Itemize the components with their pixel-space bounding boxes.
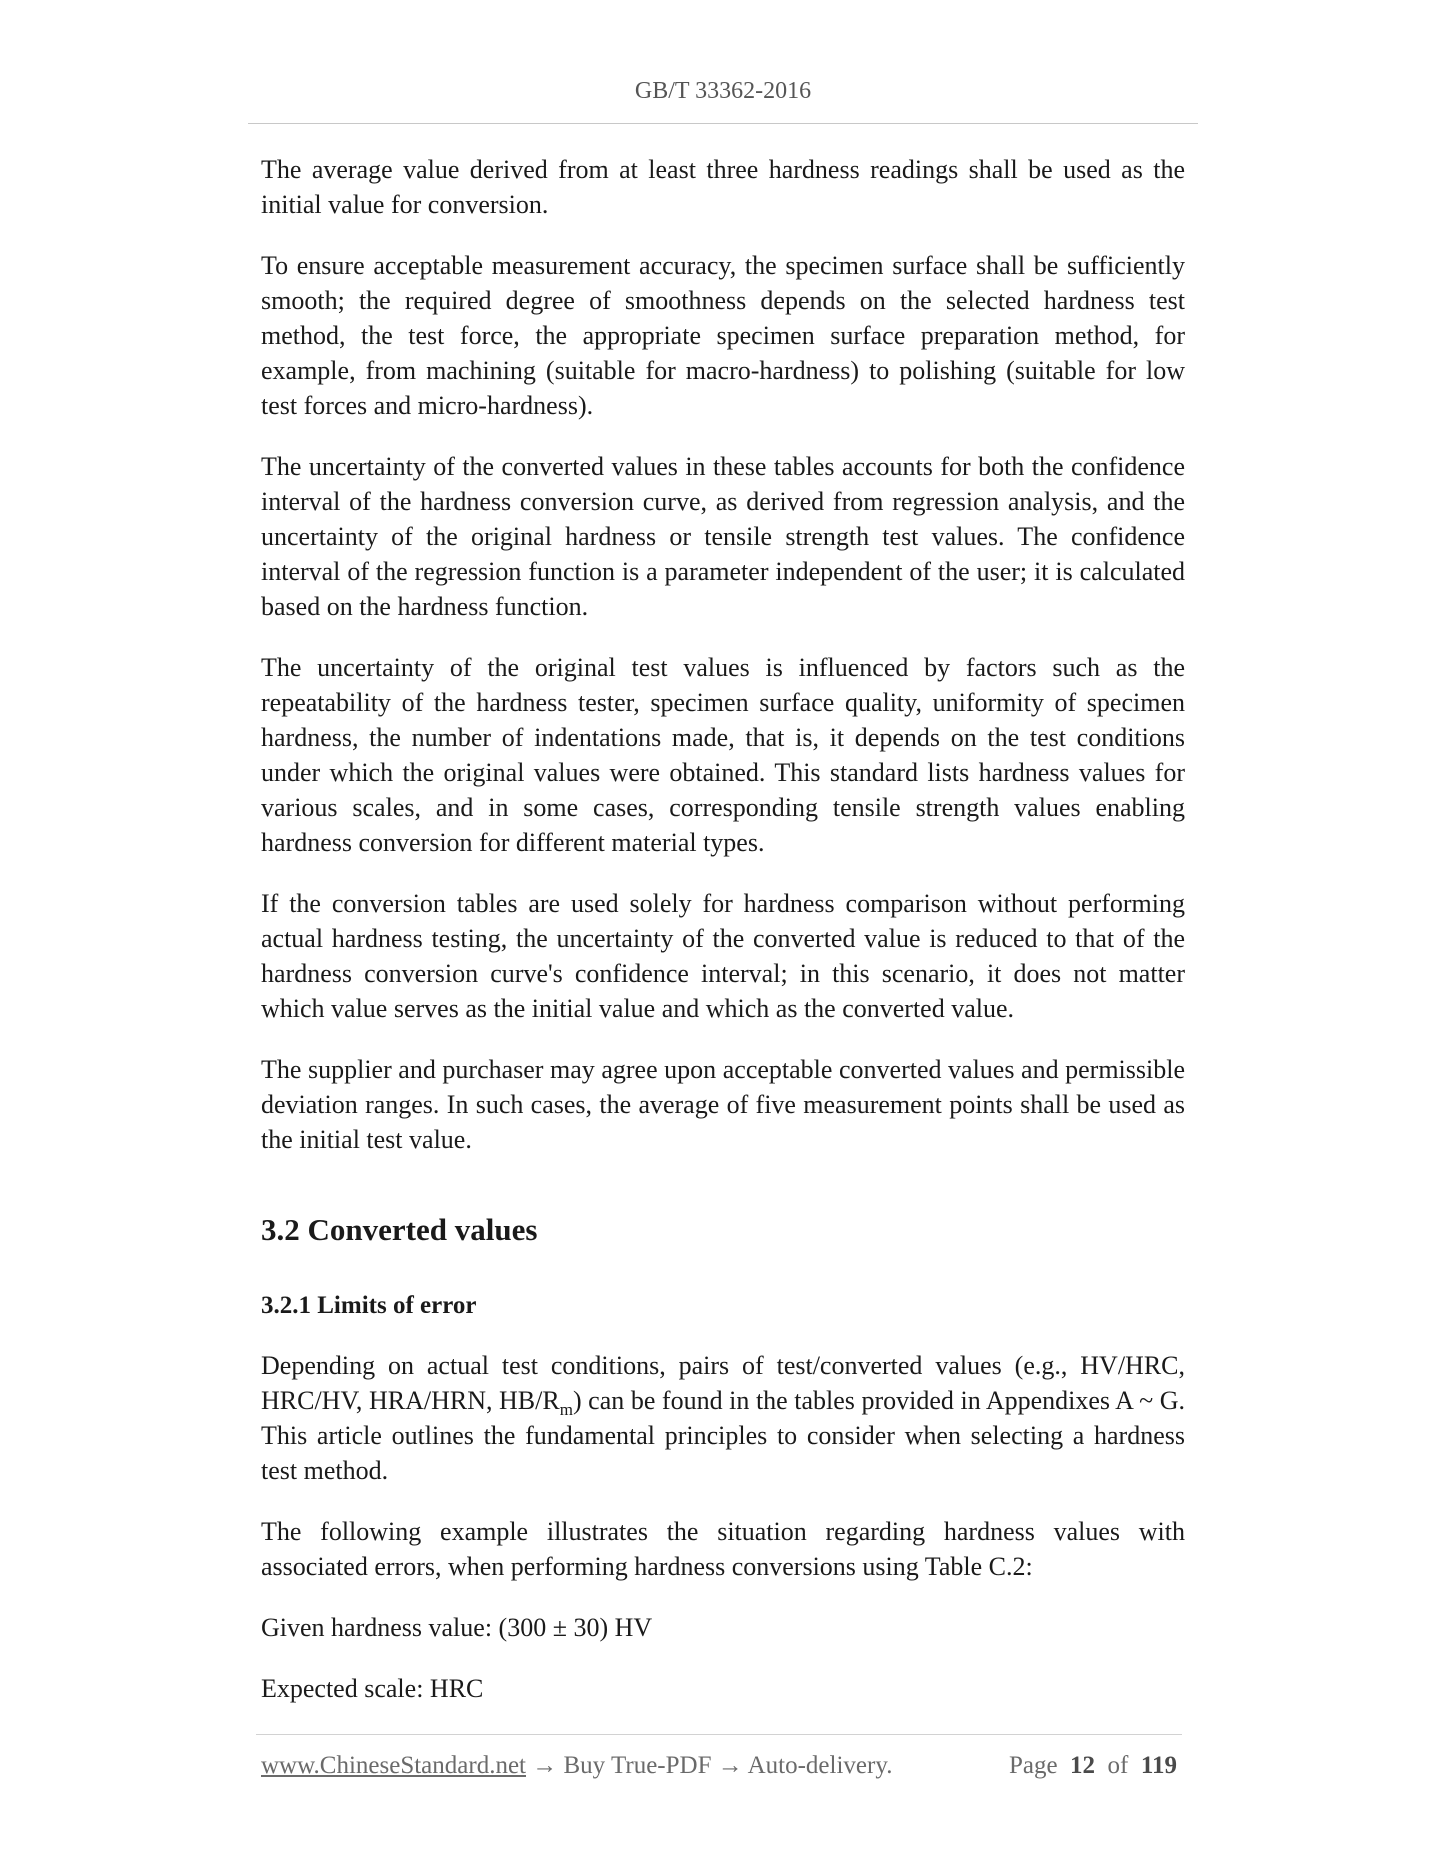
section-heading: 3.2 Converted values bbox=[261, 1212, 538, 1247]
paragraph-average-value: The average value derived from at least three hardness readings shall be used as the initial value for conversion. bbox=[261, 155, 1185, 219]
paragraph-test-converted-pairs bbox=[261, 1348, 1185, 1488]
pairs-text-start: Depending on actual test conditions, pairs of test/converted values (e.g., HV/HRC, HRC/HV, HRA/HRN, HB/R bbox=[261, 1351, 1185, 1415]
paragraph-uncertainty-converted: The uncertainty of the converted values in these tables accounts for both the confidence interval of the hardness conversion curve, as derived from regression analysis, and the uncertainty of the original hardness or tensile strength test values. The confidence interval of the regression function is a parameter independent of the user; it is calculated based on the hardness function. bbox=[261, 452, 1185, 621]
page-header-doc-id: GB/T 33362-2016 bbox=[634, 78, 812, 104]
expected-scale: Expected scale: HRC bbox=[261, 1674, 484, 1703]
subscript-m: m bbox=[559, 1400, 573, 1420]
page-indicator bbox=[1009, 1752, 1177, 1780]
page-label: Page bbox=[1008, 1752, 1058, 1779]
given-hardness-value: Given hardness value: (300 ± 30) HV bbox=[261, 1613, 653, 1642]
paragraph-example-intro: The following example illustrates the situation regarding hardness values with associated errors, when performing hardness conversions using Table C.2: bbox=[261, 1517, 1185, 1581]
of-label: of bbox=[1107, 1752, 1129, 1779]
pairs-text-end: ) can be found in the tables provided in Appendixes A ~ G. This article outlines the fundamental principles to consider when selecting a hardness test method. bbox=[261, 1386, 1185, 1485]
footer-promo bbox=[261, 1752, 892, 1780]
footer-divider bbox=[256, 1734, 1182, 1735]
header-divider bbox=[248, 123, 1198, 124]
subsection-heading: 3.2.1 Limits of error bbox=[261, 1292, 477, 1319]
paragraph-surface-smoothness: To ensure acceptable measurement accuracy, the specimen surface shall be sufficiently smooth; the required degree of smoothness depends on the selected hardness test method, the test force, the appropriate specimen surface preparation method, for example, from machining (suitable for macro-hardness) to polishing (suitable for low test forces and micro-hardness). bbox=[261, 251, 1185, 420]
page-total: 119 bbox=[1140, 1752, 1177, 1779]
document-body bbox=[261, 152, 1185, 1732]
paragraph-uncertainty-original: The uncertainty of the original test values is influenced by factors such as the repeatability of the hardness tester, specimen surface quality, uniformity of specimen hardness, the number of indentations made, that is, it depends on the test conditions under which the original values were obtained. This standard lists hardness values for various scales, and in some cases, corresponding tensile strength values enabling hardness conversion for different material types. bbox=[261, 653, 1185, 857]
paragraph-supplier-agreement: The supplier and purchaser may agree upon acceptable converted values and permissible deviation ranges. In such cases, the average of five measurement points shall be used as the initial test value. bbox=[261, 1055, 1185, 1154]
site-link[interactable]: www.ChineseStandard.net bbox=[261, 1752, 526, 1779]
page-number: 12 bbox=[1070, 1752, 1096, 1779]
paragraph-comparison-only: If the conversion tables are used solely for hardness comparison without performing actual hardness testing, the uncertainty of the converted value is reduced to that of the hardness conversion curve's confidence interval; in this scenario, it does not matter which value serves as the initial value and which as the converted value. bbox=[261, 889, 1185, 1023]
footer-tagline: → Buy True-PDF → Auto-delivery. bbox=[526, 1752, 893, 1779]
